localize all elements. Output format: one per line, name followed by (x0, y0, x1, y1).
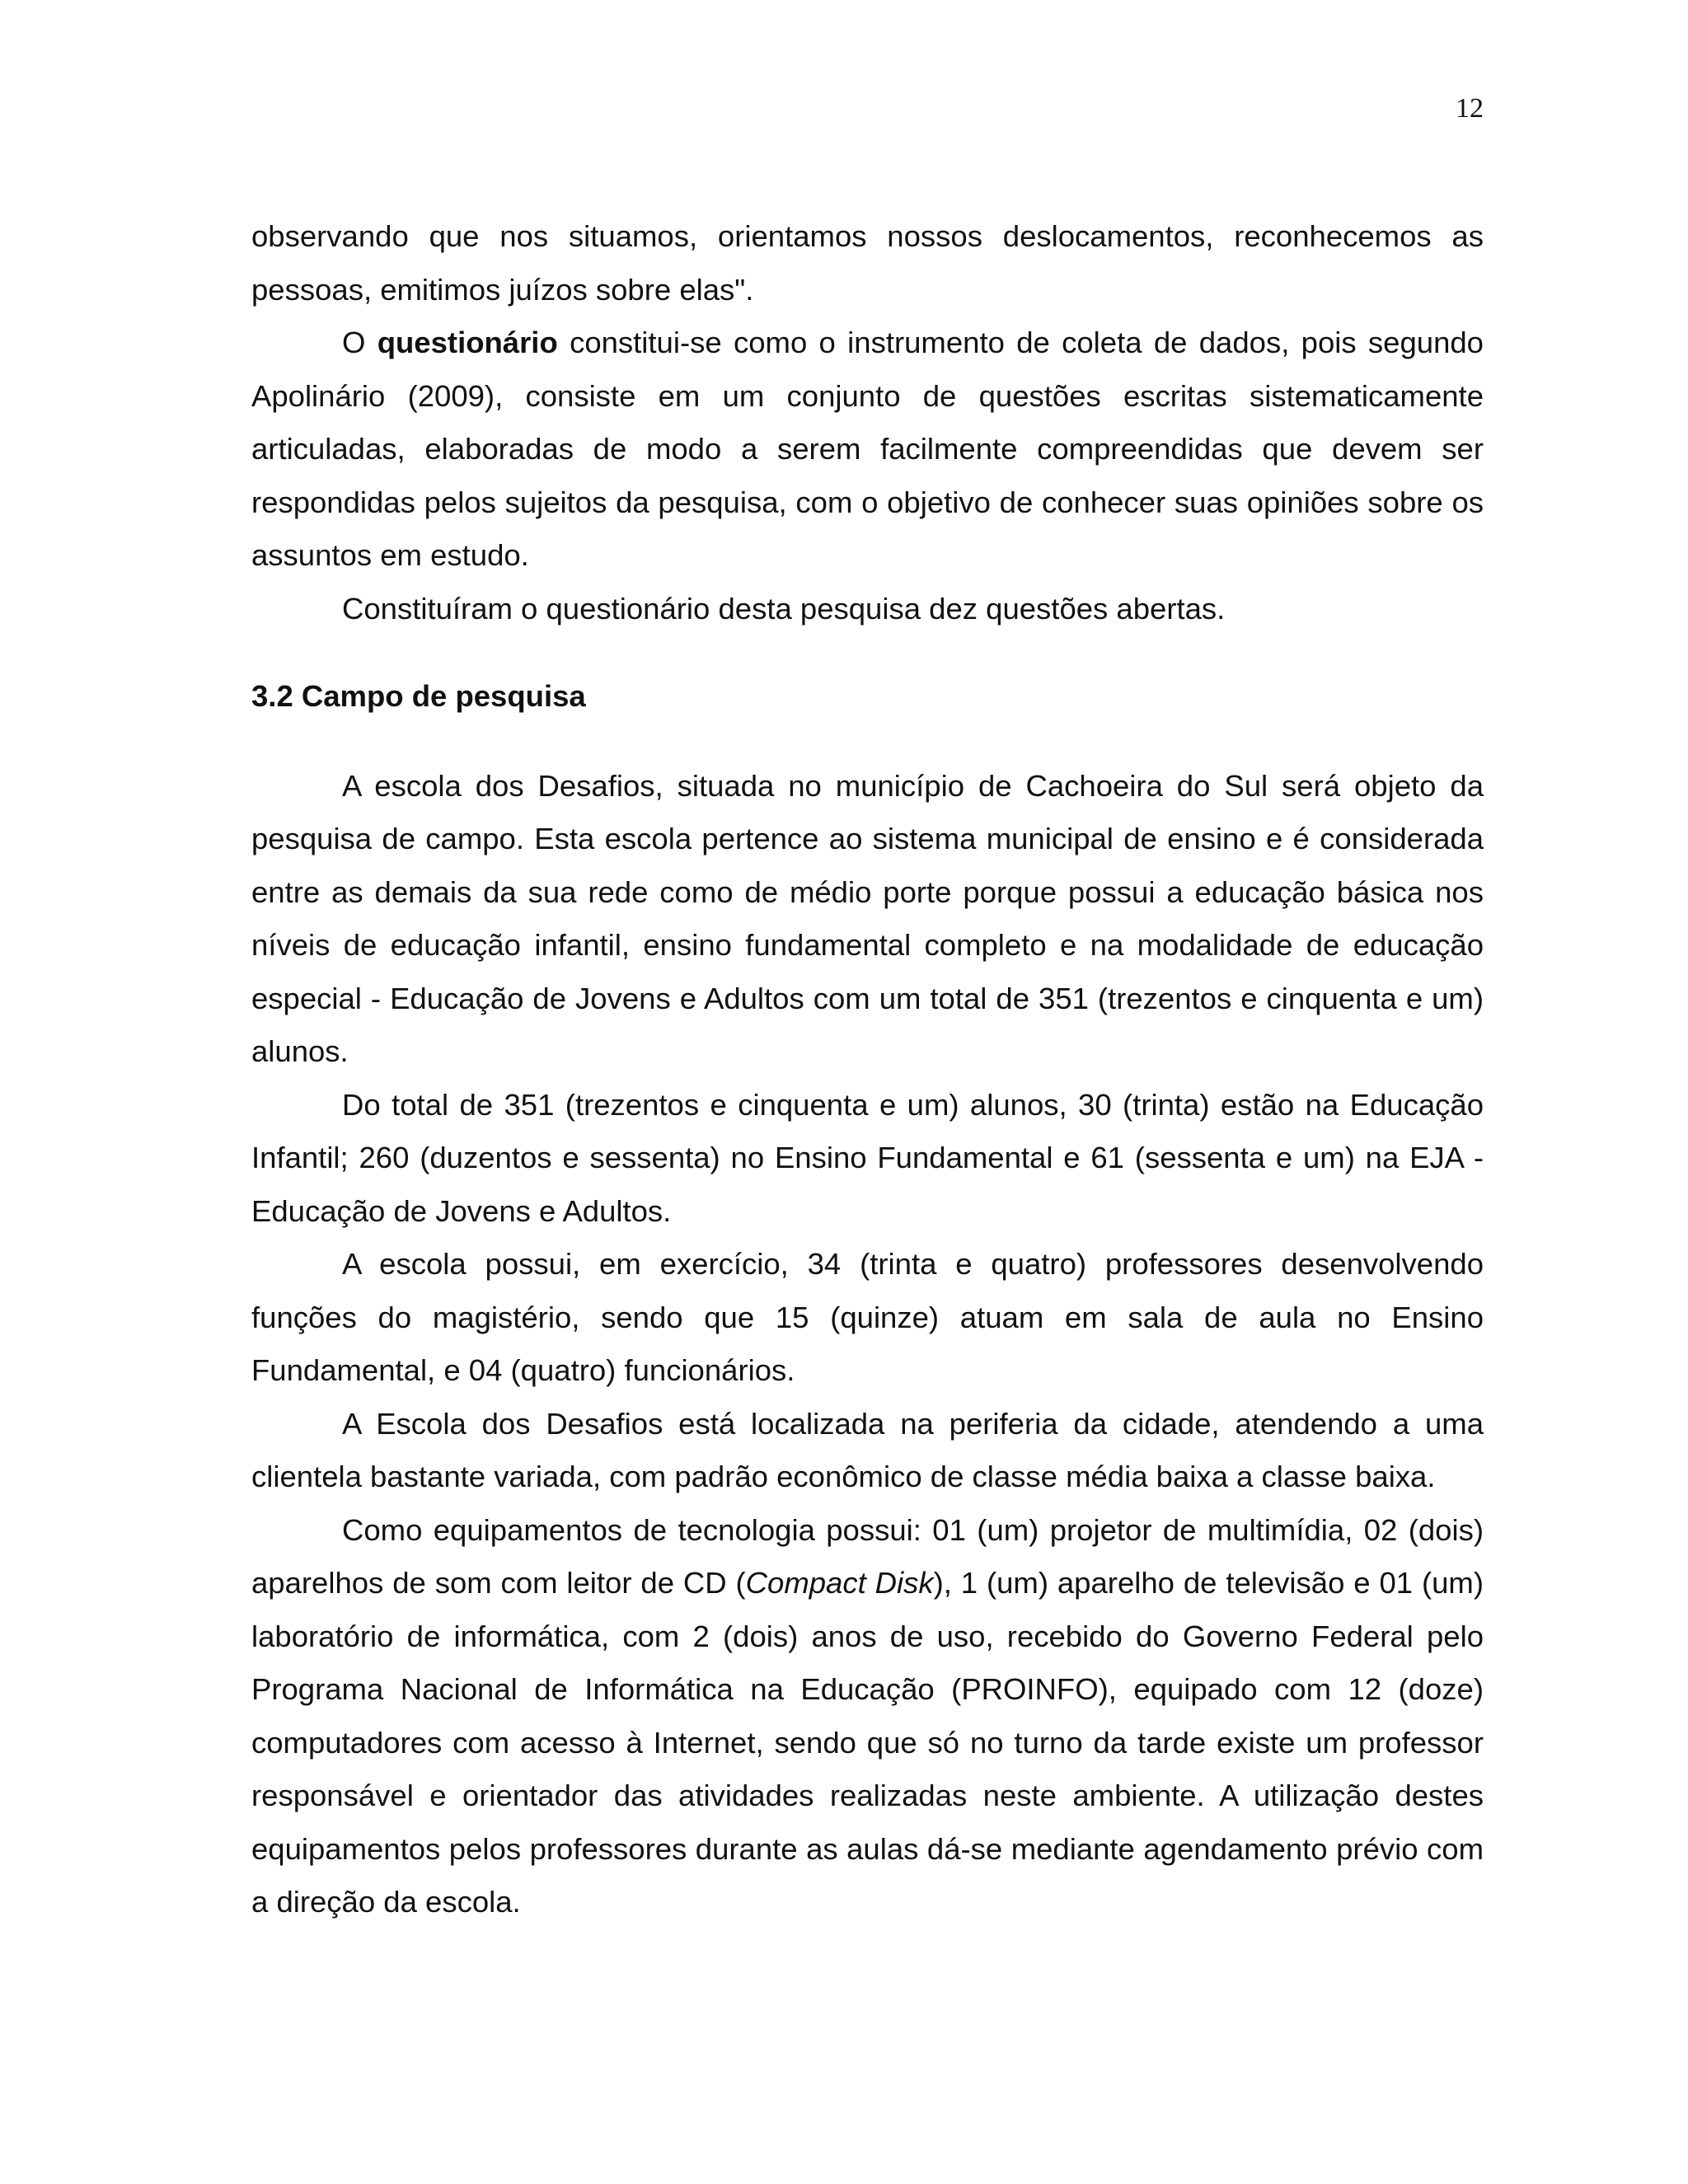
page-body (251, 210, 1484, 1929)
italic-term: Compact Disk (745, 1566, 934, 1600)
paragraph-continuation: observando que nos situamos, orientamos nossos deslocamentos, reconhecemos as pessoas, emitimos juízos sobre elas". (251, 219, 1484, 307)
paragraph-text: O (342, 326, 377, 359)
paragraph-escola: A escola dos Desafios, situada no município de Cachoeira do Sul será objeto da pesquisa de campo. Esta escola pertence ao sistema municipal de ensino e é considerada entre as demais da sua rede como de médio porte porque possui a educação básica nos níveis de educação infantil, ensino fundamental completo e na modalidade de educação especial - Educação de Jovens e Adultos com um total de 351 (trezentos e cinquenta e um) alunos. (251, 768, 1484, 1068)
paragraph-questoes: Constituíram o questionário desta pesquisa dez questões abertas. (342, 591, 1226, 626)
paragraph-equipamentos (251, 1504, 1484, 1929)
section-heading: 3.2 Campo de pesquisa (251, 679, 586, 713)
page-number: 12 (1456, 93, 1484, 124)
paragraph-text: constitui-se como o instrumento de coleta de dados, pois segundo Apolinário (2009), consiste em um conjunto de questões escritas sistematicamente articuladas, elaboradas de modo a serem facilmente compreendidas que devem ser respondidas pelos sujeitos da pesquisa, com o objetivo de conhecer suas opiniões sobre os assuntos em estudo. (251, 326, 1484, 572)
paragraph-alunos: Do total de 351 (trezentos e cinquenta e um) alunos, 30 (trinta) estão na Educação Infantil; 260 (duzentos e sessenta) no Ensino Fundamental e 61 (sessenta e um) na EJA - Educação de Jovens e Adultos. (251, 1087, 1484, 1228)
bold-term: questionário (377, 326, 558, 359)
paragraph-localizacao: A Escola dos Desafios está localizada na periferia da cidade, atendendo a uma clientela bastante variada, com padrão econômico de classe média baixa a classe baixa. (251, 1406, 1484, 1493)
paragraph-questionario (251, 316, 1484, 583)
paragraph-text: Como equipamentos de tecnologia possui: 01 (um) projetor de multimídia, 02 (dois) aparelhos de som com leitor de CD ( (251, 1512, 1484, 1600)
paragraph-professores: A escola possui, em exercício, 34 (trinta e quatro) professores desenvolvendo funções do magistério, sendo que 15 (quinze) atuam em sala de aula no Ensino Fundamental, e 04 (quatro) funcionários. (251, 1247, 1484, 1387)
paragraph-text: ), 1 (um) aparelho de televisão e 01 (um) laboratório de informática, com 2 (dois) anos de uso, recebido do Governo Federal pelo Programa Nacional de Informática na Educação (PROINFO), equipado com 12 (doze) computadores com acesso à Internet, sendo que só no turno da tarde existe um professor responsável e orientador das atividades realizadas neste ambiente. A utilização destes equipamentos pelos professores durante as aulas dá-se mediante agendamento prévio com a direção da escola. (251, 1566, 1484, 1919)
